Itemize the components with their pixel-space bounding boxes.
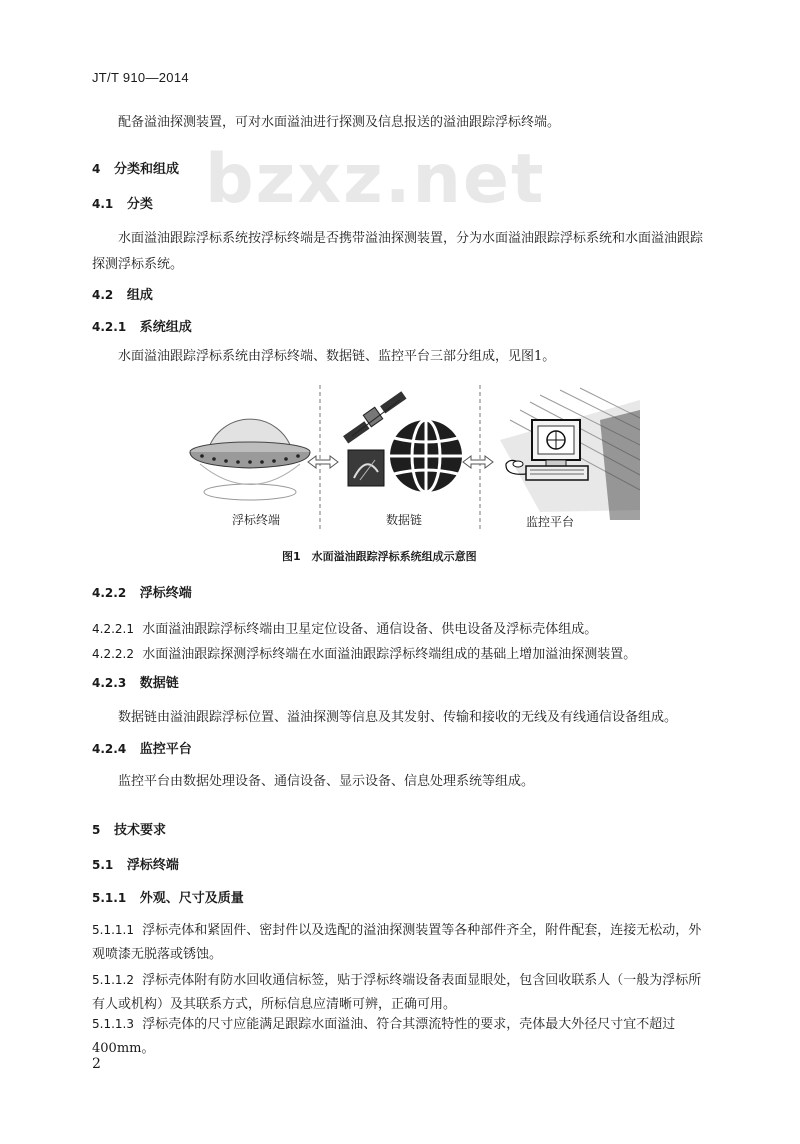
section-title: 外观、尺寸及质量	[139, 891, 244, 906]
clause-number: 5.1.1.3	[92, 1017, 134, 1031]
section-4-1-body: 水面溢油跟踪浮标系统按浮标终端是否携带溢油探测装置，分为水面溢油跟踪浮标系统和水面溢油跟踪探测浮标系统。	[92, 231, 704, 272]
section-title: 分类	[126, 197, 153, 212]
clause-number: 4.2.2.2	[92, 647, 134, 661]
buoy-icon	[190, 410, 310, 500]
section-title: 系统组成	[139, 320, 192, 335]
figure-label-datalink: 数据链	[386, 513, 423, 527]
clause-number: 4.2.2.1	[92, 622, 134, 636]
section-number: 5.1	[92, 858, 114, 872]
watermark: bzxz.net	[205, 140, 546, 219]
section-5-1-1-2	[92, 968, 712, 1017]
section-4-2-2-heading	[92, 582, 192, 601]
section-number: 4	[92, 162, 101, 176]
clause-text: 浮标壳体附有防水回收通信标签，贴于浮标终端设备表面显眼处，包含回收联系人（一般为浮标所有人或机构）及其联系方式，所标信息应清晰可辨，正确可用。	[92, 973, 702, 1012]
section-4-2-heading	[92, 284, 153, 303]
section-title: 数据链	[139, 676, 179, 691]
globe-icon	[390, 420, 462, 492]
section-number: 4.2.3	[92, 676, 127, 690]
section-5-1-1-heading	[92, 887, 244, 906]
section-5-1-heading	[92, 854, 179, 873]
section-number: 5.1.1	[92, 891, 127, 905]
section-number: 4.2.4	[92, 742, 127, 756]
section-number: 4.2	[92, 288, 114, 302]
clause-text: 浮标壳体的尺寸应能满足跟踪水面溢油、符合其漂流特性的要求，壳体最大外径尺寸宜不超过400mm。	[92, 1017, 676, 1056]
section-4-2-1-body: 水面溢油跟踪浮标系统由浮标终端、数据链、监控平台三部分组成，见图1。	[118, 349, 556, 364]
section-title: 浮标终端	[139, 586, 192, 601]
clause-number: 5.1.1.2	[92, 973, 134, 987]
intro-text: 配备溢油探测装置，可对水面溢油进行探测及信息报送的溢油跟踪浮标终端。	[118, 115, 561, 130]
figure-label-monitor: 监控平台	[526, 515, 575, 529]
section-5-heading	[92, 819, 166, 838]
section-number: 4.2.1	[92, 320, 127, 334]
section-5-1-1-3	[92, 1012, 712, 1061]
section-title: 监控平台	[139, 742, 192, 757]
page-number: 2	[92, 1056, 101, 1072]
section-4-2-4-body: 监控平台由数据处理设备、通信设备、显示设备、信息处理系统等组成。	[118, 774, 535, 789]
section-5-1-1-1	[92, 918, 712, 967]
section-number: 4.1	[92, 197, 114, 211]
section-number: 4.2.2	[92, 586, 127, 600]
figure-label-buoy: 浮标终端	[232, 513, 281, 527]
clause-text: 水面溢油跟踪探测浮标终端在水面溢油跟踪浮标终端组成的基础上增加溢油探测装置。	[142, 647, 637, 662]
clause-text: 水面溢油跟踪浮标终端由卫星定位设备、通信设备、供电设备及浮标壳体组成。	[142, 622, 598, 637]
section-title: 浮标终端	[126, 858, 179, 873]
section-4-1-heading	[92, 193, 153, 212]
section-title: 技术要求	[113, 823, 166, 838]
section-4-2-2-2	[92, 644, 636, 665]
section-4-2-3-body: 数据链由溢油跟踪浮标位置、溢油探测等信息及其发射、传输和接收的无线及有线通信设备组成。	[118, 710, 678, 725]
clause-text: 浮标壳体和紧固件、密封件以及选配的溢油探测装置等各种部件齐全，附件配套，连接无松动，外观喷漆无脱落或锈蚀。	[92, 923, 702, 962]
standard-code: JT/T 910—2014	[92, 70, 189, 85]
section-4-heading	[92, 158, 179, 177]
arrow-icon	[308, 456, 338, 468]
monitoring-platform-icon	[500, 388, 640, 520]
section-number: 5	[92, 823, 101, 837]
section-4-2-4-heading	[92, 738, 192, 757]
section-4-2-1-heading	[92, 316, 192, 335]
ground-station-icon	[348, 450, 384, 486]
section-4-2-3-heading	[92, 672, 179, 691]
section-4-2-2-1	[92, 619, 597, 640]
section-title: 分类和组成	[113, 162, 179, 177]
figure-caption: 图1 水面溢油跟踪浮标系统组成示意图	[282, 550, 477, 563]
section-title: 组成	[126, 288, 153, 303]
arrow-icon	[463, 456, 493, 468]
clause-number: 5.1.1.1	[92, 923, 134, 937]
